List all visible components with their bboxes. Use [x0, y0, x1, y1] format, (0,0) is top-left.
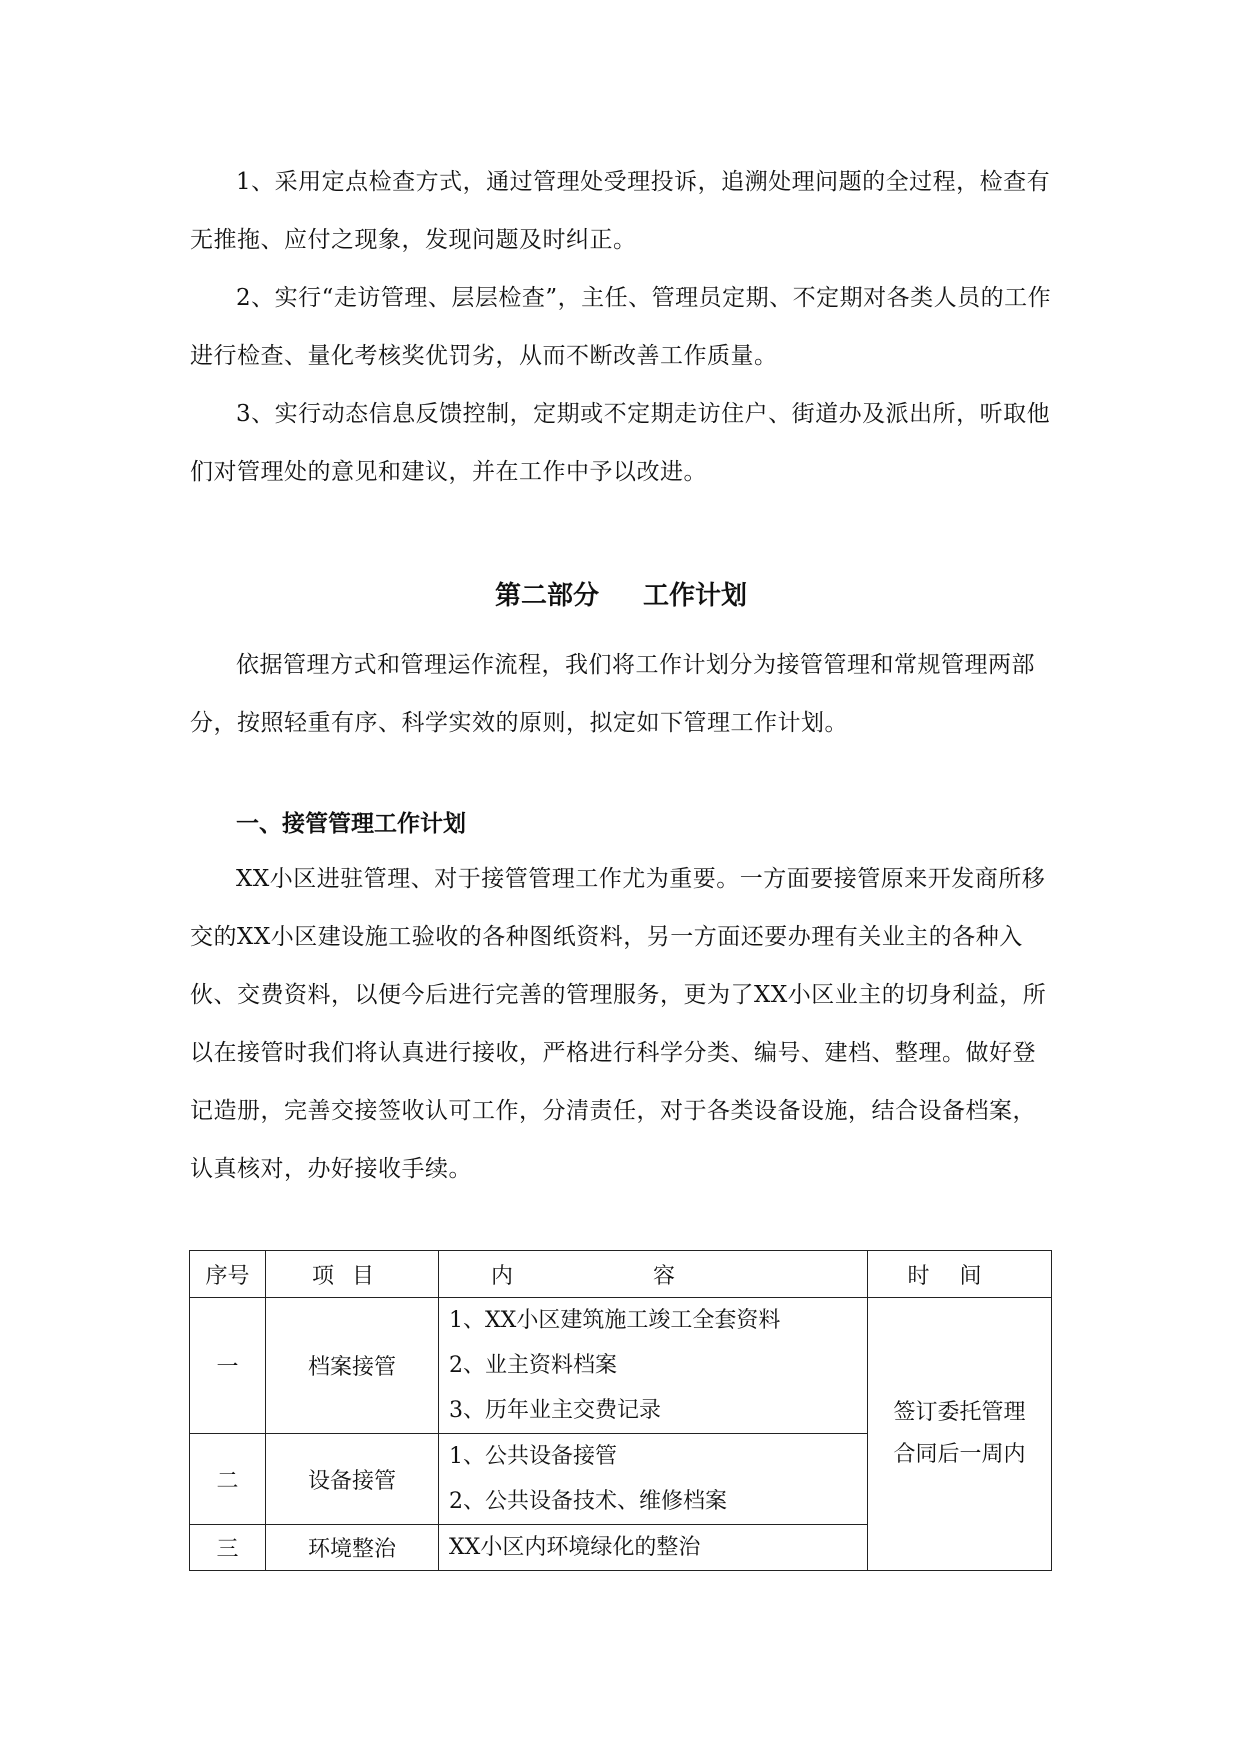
row-contents: [439, 1434, 868, 1525]
part-title: 工作计划: [643, 581, 748, 611]
header-time: 时间: [868, 1251, 1052, 1298]
row-no: 二: [190, 1434, 266, 1525]
header-item: 项目: [266, 1251, 439, 1298]
content-line: XX小区内环境绿化的整治: [449, 1535, 701, 1560]
row-contents: [439, 1298, 868, 1434]
time-cell: [868, 1298, 1052, 1571]
content-line: 1、公共设备接管: [449, 1444, 617, 1469]
section-heading: 一、接管管理工作计划: [236, 811, 466, 837]
row-contents: [439, 1525, 868, 1571]
content-line: 1、XX小区建筑施工竣工全套资料: [449, 1308, 781, 1333]
row-no: 一: [190, 1298, 266, 1434]
content-line: 3、历年业主交费记录: [449, 1398, 661, 1423]
content-line: 2、公共设备技术、维修档案: [449, 1489, 727, 1514]
paragraph-3: 3、实行动态信息反馈控制，定期或不定期走访住户、街道办及派出所，听取他们对管理处的意见和建议，并在工作中予以改进。: [190, 401, 1051, 485]
part-heading: [190, 575, 1052, 612]
part-label: 第二部分: [494, 581, 599, 611]
table-header-row: [190, 1251, 1052, 1298]
section-body: XX小区进驻管理、对于接管管理工作尤为重要。一方面要接管原来开发商所移交的XX小区建设施工验收的各种图纸资料，另一方面还要办理有关业主的各种入伙、交费资料，以便今后进行完善的管理服务，更为了XX小区业主的切身利益，所以在接管时我们将认真进行接收，严格进行科学分类、编号、建档、整理。做好登记造册，完善交接签收认可工作，分清责任，对于各类设备设施，结合设备档案，认真核对，办好接收手续。: [190, 866, 1047, 1182]
intro-paragraph: 依据管理方式和管理运作流程，我们将工作计划分为接管管理和常规管理两部分，按照轻重有序、科学实效的原则，拟定如下管理工作计划。: [190, 652, 1035, 736]
table-row: [190, 1298, 1052, 1434]
paragraph-2: 2、实行“走访管理、层层检查”，主任、管理员定期、不定期对各类人员的工作进行检查、量化考核奖优罚劣，从而不断改善工作质量。: [190, 285, 1052, 369]
row-item: 设备接管: [266, 1434, 439, 1525]
header-no: 序号: [190, 1251, 266, 1298]
takeover-plan-table: [189, 1250, 1052, 1571]
row-no: 三: [190, 1525, 266, 1571]
row-item: 档案接管: [266, 1298, 439, 1434]
content-line: 2、业主资料档案: [449, 1353, 617, 1378]
paragraph-1: 1、采用定点检查方式，通过管理处受理投诉，追溯处理问题的全过程，检查有无推拖、应付之现象，发现问题及时纠正。: [190, 169, 1051, 253]
header-content: 内容: [439, 1251, 868, 1298]
time-text: 签订委托管理合同后一周内: [893, 1400, 1026, 1467]
row-item: 环境整治: [266, 1525, 439, 1571]
